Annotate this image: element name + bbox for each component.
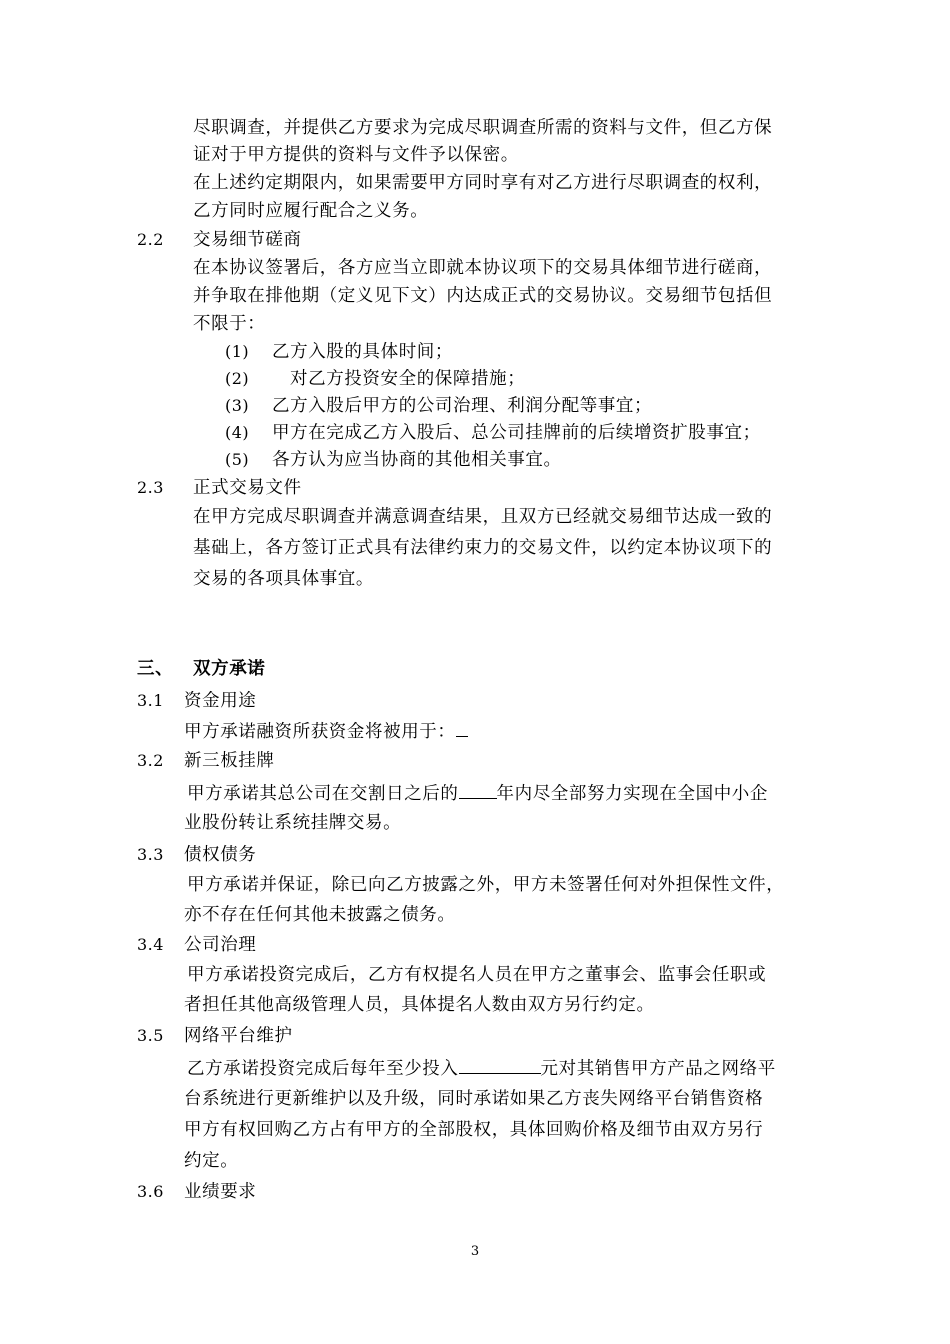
section-number: 3.3 bbox=[137, 845, 164, 864]
para-line bbox=[184, 718, 468, 745]
section-number: 3.6 bbox=[137, 1182, 164, 1201]
list-item-number: (2) bbox=[225, 369, 250, 388]
section-title: 正式交易文件 bbox=[193, 478, 302, 498]
para-line bbox=[187, 1055, 776, 1082]
fill-in-blank bbox=[456, 718, 468, 737]
para-line: 不限于： bbox=[193, 314, 266, 334]
list-item-number: (3) bbox=[225, 396, 250, 415]
list-item-number: (4) bbox=[225, 423, 250, 442]
section-number: 3.2 bbox=[137, 751, 164, 770]
para-line: 业股份转让系统挂牌交易。 bbox=[184, 813, 402, 833]
para-line: 乙方同时应履行配合之义务。 bbox=[193, 201, 429, 221]
para-line: 在甲方完成尽职调查并满意调查结果，且双方已经就交易细节达成一致的 bbox=[193, 507, 773, 527]
chapter-title: 双方承诺 bbox=[193, 659, 266, 679]
para-line: 约定。 bbox=[184, 1151, 239, 1171]
section-number: 3.5 bbox=[137, 1026, 164, 1045]
para-text: 甲方承诺融资所获资金将被用于： bbox=[184, 722, 456, 742]
section-title: 业绩要求 bbox=[184, 1182, 257, 1202]
para-line: 尽职调查，并提供乙方要求为完成尽职调查所需的资料与文件，但乙方保 bbox=[193, 118, 773, 138]
section-title: 公司治理 bbox=[184, 935, 257, 955]
fill-in-blank bbox=[459, 1055, 541, 1074]
list-item-number: (5) bbox=[225, 450, 250, 469]
list-item-text: 对乙方投资安全的保障措施； bbox=[290, 369, 526, 389]
para-line bbox=[187, 780, 768, 807]
page-number: 3 bbox=[470, 1244, 480, 1259]
list-item-number: (1) bbox=[225, 342, 250, 361]
section-number: 2.3 bbox=[137, 478, 164, 497]
para-line: 在上述约定期限内，如果需要甲方同时享有对乙方进行尽职调查的权利， bbox=[193, 173, 773, 193]
list-item-text: 乙方入股后甲方的公司治理、利润分配等事宜； bbox=[272, 396, 653, 416]
section-title: 交易细节磋商 bbox=[193, 230, 302, 250]
fill-in-blank bbox=[459, 780, 497, 799]
para-line: 台系统进行更新维护以及升级，同时承诺如果乙方丧失网络平台销售资格 bbox=[184, 1089, 764, 1109]
section-number: 3.4 bbox=[137, 935, 164, 954]
para-line: 者担任其他高级管理人员，具体提名人数由双方另行约定。 bbox=[184, 995, 655, 1015]
section-title: 资金用途 bbox=[184, 691, 257, 711]
para-line: 亦不存在任何其他未披露之债务。 bbox=[184, 905, 456, 925]
section-number: 3.1 bbox=[137, 691, 164, 710]
para-text: 甲方承诺其总公司在交割日之后的 bbox=[187, 784, 459, 804]
para-line: 证对于甲方提供的资料与文件予以保密。 bbox=[193, 145, 519, 165]
section-title: 网络平台维护 bbox=[184, 1026, 293, 1046]
para-line: 在本协议签署后，各方应当立即就本协议项下的交易具体细节进行磋商， bbox=[193, 258, 773, 278]
list-item-text: 乙方入股的具体时间； bbox=[272, 342, 453, 362]
section-title: 债权债务 bbox=[184, 845, 257, 865]
para-line: 基础上，各方签订正式具有法律约束力的交易文件，以约定本协议项下的 bbox=[193, 538, 773, 558]
para-line: 交易的各项具体事宜。 bbox=[193, 569, 374, 589]
section-title: 新三板挂牌 bbox=[184, 751, 275, 771]
para-line: 甲方有权回购乙方占有甲方的全部股权，具体回购价格及细节由双方另行 bbox=[184, 1120, 764, 1140]
para-line: 并争取在排他期（定义见下文）内达成正式的交易协议。交易细节包括但 bbox=[193, 286, 773, 306]
list-item-text: 各方认为应当协商的其他相关事宜。 bbox=[272, 450, 562, 470]
para-text: 乙方承诺投资完成后每年至少投入 bbox=[187, 1059, 459, 1079]
para-line: 甲方承诺并保证，除已向乙方披露之外，甲方未签署任何对外担保性文件， bbox=[187, 875, 785, 895]
chapter-number: 三、 bbox=[137, 659, 174, 679]
para-text: 元对其销售甲方产品之网络平 bbox=[540, 1059, 776, 1079]
list-item-text: 甲方在完成乙方入股后、总公司挂牌前的后续增资扩股事宜； bbox=[272, 423, 761, 443]
para-text: 年内尽全部努力实现在全国中小企 bbox=[496, 784, 768, 804]
para-line: 甲方承诺投资完成后，乙方有权提名人员在甲方之董事会、监事会任职或 bbox=[187, 965, 767, 985]
section-number: 2.2 bbox=[137, 230, 164, 249]
